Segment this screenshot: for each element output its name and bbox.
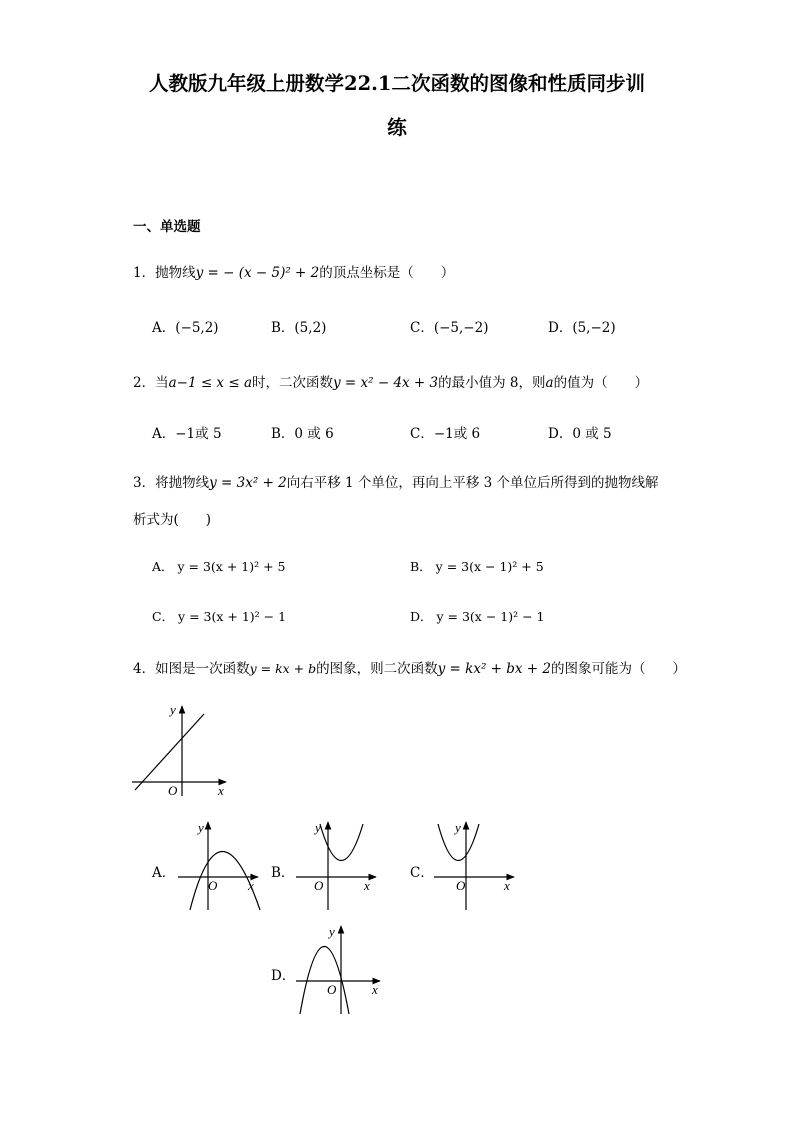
q1-option-d[interactable]: D．(5,−2): [548, 320, 616, 336]
option-d-graph[interactable]: [292, 922, 387, 1017]
question-2: [133, 371, 648, 391]
doc-title-line2: 练: [387, 116, 407, 139]
q1-prefix: 1．抛物线: [133, 265, 196, 281]
doc-title-line1: 人教版九年级上册数学22.1二次函数的图像和性质同步训: [149, 72, 645, 95]
parabola: [320, 824, 363, 861]
q2-var: a: [545, 375, 554, 391]
q4-option-d[interactable]: D．: [271, 968, 296, 984]
origin-label: O: [327, 982, 337, 997]
q4-suffix: 的图象可能为（ ）: [550, 661, 686, 677]
q2-option-a[interactable]: A．−1或 5: [152, 426, 222, 442]
q1-option-c[interactable]: C．(−5,−2): [410, 320, 489, 336]
q2-option-c[interactable]: C．−1或 6: [410, 426, 481, 442]
q4-option-b[interactable]: B．: [271, 865, 295, 881]
q2-mid1: 时，二次函数: [252, 375, 333, 391]
y-label: y: [198, 820, 204, 835]
q2-suffix: 的值为（ ）: [553, 375, 649, 391]
x-label: x: [372, 982, 378, 997]
q3-option-c[interactable]: C． y = 3(x + 1)² − 1: [152, 609, 287, 624]
q2-mid2: 的最小值为 8，则: [438, 375, 546, 391]
q1-option-b[interactable]: B．(5,2): [271, 320, 327, 336]
q2-condition: a−1 ≤ x ≤ a: [168, 375, 252, 391]
q3-option-b[interactable]: B． y = 3(x − 1)² + 5: [410, 559, 544, 574]
q4-formula2: y = kx² + bx + 2: [437, 661, 551, 677]
q1-formula: y = − (x − 5)² + 2: [195, 265, 320, 281]
option-c-graph[interactable]: [430, 818, 520, 913]
question-4: [133, 657, 686, 677]
q3-option-a[interactable]: A． y = 3(x + 1)² + 5: [152, 559, 286, 574]
question-1: [133, 261, 454, 281]
q2-option-d[interactable]: D．0 或 5: [548, 426, 612, 442]
x-label: x: [248, 878, 254, 893]
y-label: y: [329, 924, 335, 939]
q4-mid: 的图象，则二次函数: [316, 661, 438, 677]
q3-formula: y = 3x² + 2: [209, 475, 287, 491]
linear-function-graph: [130, 700, 240, 800]
section-heading: 一、单选题: [133, 219, 201, 235]
y-label: y: [455, 820, 461, 835]
x-label: x: [218, 783, 224, 798]
q2-option-b[interactable]: B．0 或 6: [271, 426, 334, 442]
q3-option-d[interactable]: D． y = 3(x − 1)² − 1: [410, 609, 545, 624]
parabola: [300, 947, 349, 1015]
option-a-graph[interactable]: [176, 818, 266, 913]
origin-label: O: [208, 878, 218, 893]
q4-formula1: y = kx + b: [249, 661, 317, 676]
q3-suffix: 向右平移 1 个单位，再向上平移 3 个单位后所得到的抛物线解: [286, 475, 659, 491]
origin-label: O: [456, 878, 466, 893]
q1-option-a[interactable]: A．(−5,2): [152, 320, 219, 336]
q3-line2: 析式为( ): [133, 512, 212, 528]
origin-label: O: [168, 783, 178, 798]
x-label: x: [504, 878, 510, 893]
linear-line: [135, 714, 204, 790]
q1-suffix: 的顶点坐标是（ ）: [319, 265, 455, 281]
q4-prefix: 4．如图是一次函数: [133, 661, 250, 677]
y-label: y: [315, 820, 321, 835]
x-label: x: [364, 878, 370, 893]
origin-label: O: [314, 878, 324, 893]
option-b-graph[interactable]: [292, 818, 382, 913]
q2-formula: y = x² − 4x + 3: [333, 375, 439, 391]
q4-option-a[interactable]: A．: [152, 865, 176, 881]
question-3: [133, 471, 659, 491]
q3-prefix: 3．将抛物线: [133, 475, 210, 491]
y-label: y: [170, 702, 176, 717]
q2-prefix: 2．当: [133, 375, 169, 391]
q4-option-c[interactable]: C．: [410, 865, 434, 881]
